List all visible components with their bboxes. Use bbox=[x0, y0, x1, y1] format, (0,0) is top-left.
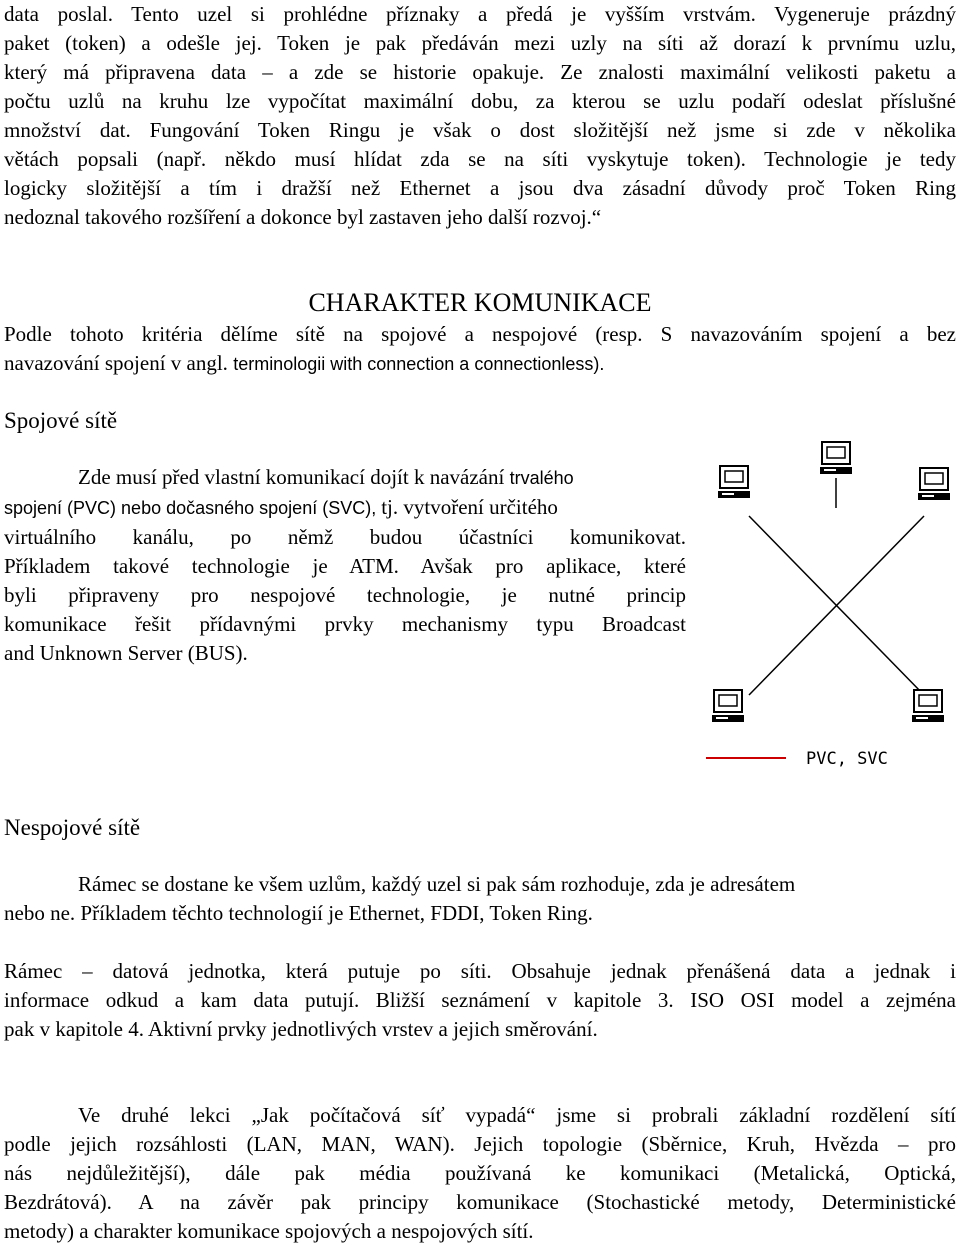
text-line: počtu uzlů na kruhu lze vypočítat maximální dobu, za kterou se uzlu podaří odeslat příslušné bbox=[4, 89, 956, 113]
text-line: paket (token) a odešle jej. Token je pak předáván mezi uzly na síti až dorazí k prvnímu uzlu, bbox=[4, 31, 956, 55]
text-run: tj. vytvoření určitého bbox=[381, 495, 558, 519]
text-line bbox=[4, 463, 686, 493]
text-line: pak v kapitole 4. Aktivní prvky jednotlivých vrstev a jejich směrování. bbox=[4, 1017, 598, 1041]
text-line: nebo ne. Příkladem těchto technologií je Ethernet, FDDI, Token Ring. bbox=[4, 901, 593, 925]
text-line: Příkladem takové technologie je ATM. Avšak pro aplikace, které bbox=[4, 554, 686, 578]
text-line: větách popsali (např. někdo musí hlídat zda se na síti vyskytuje token). Technologie je tedy bbox=[4, 147, 956, 171]
text-line: nás nejdůležitější), dále pak média používaná ke komunikaci (Metalická, Optická, bbox=[4, 1161, 956, 1185]
text-line: komunikace řešit přídavnými prvky mechanismy typu Broadcast bbox=[4, 612, 686, 636]
text-run: spojení (PVC) nebo dočasného spojení (SVC), bbox=[4, 498, 382, 518]
network-diagram bbox=[706, 438, 960, 778]
text-run: trvalého bbox=[509, 468, 574, 488]
text-line: logicky složitější a tím i dražší než Ethernet a jsou dva zásadní důvody proč Token Ring bbox=[4, 176, 956, 200]
subheading-spojove: Spojové sítě bbox=[4, 408, 118, 433]
text-line bbox=[4, 349, 956, 379]
section-heading: CHARAKTER KOMUNIKACE bbox=[308, 288, 652, 317]
computer-icon bbox=[918, 468, 950, 500]
computer-icon bbox=[712, 690, 744, 722]
computer-icon bbox=[820, 442, 852, 474]
text-run: Zde musí před vlastní komunikací dojít k navázání bbox=[78, 465, 510, 489]
section-intro bbox=[4, 320, 956, 379]
text-line: virtuálního kanálu, po němž budou účastníci komunikovat. bbox=[4, 525, 686, 549]
computer-icon bbox=[912, 690, 944, 722]
text-line: Rámec – datová jednotka, která putuje po síti. Obsahuje jednak přenášená data a jednak i bbox=[4, 959, 956, 983]
text-line: informace odkud a kam data putují. Bližší seznámení v kapitole 3. ISO OSI model a zejména bbox=[4, 988, 956, 1012]
text-run: navazování spojení v angl. bbox=[4, 351, 234, 375]
text-run: terminologii with connection a connectionless). bbox=[233, 354, 605, 374]
summary-paragraph bbox=[4, 1101, 956, 1246]
intro-paragraph bbox=[4, 0, 956, 232]
subheading-nespojove: Nespojové sítě bbox=[4, 815, 141, 840]
diagram-caption: PVC, SVC bbox=[806, 749, 888, 769]
text-line: Podle tohoto kritéria dělíme sítě na spojové a nespojové (resp. S navazováním spojení a bez bbox=[4, 322, 956, 346]
text-line bbox=[4, 493, 686, 523]
spojove-paragraph bbox=[4, 463, 686, 668]
text-line: množství dat. Fungování Token Ringu je však o dost složitější než jsme si zde v několika bbox=[4, 118, 956, 142]
text-line: byli připraveny pro nespojové technologie, je nutné princip bbox=[4, 583, 686, 607]
text-line: data poslal. Tento uzel si prohlédne příznaky a předá je vyšším vrstvám. Vygeneruje prázdný bbox=[4, 2, 956, 26]
nespojove-paragraph bbox=[4, 870, 956, 928]
text-line: metody) a charakter komunikace spojových a nespojových sítí. bbox=[4, 1219, 534, 1243]
text-line: Ve druhé lekci „Jak počítačová síť vypadá“ jsme si probrali základní rozdělení sítí bbox=[78, 1103, 956, 1127]
text-line: který má připravena data – a zde se historie opakuje. Ze znalosti maximální velikosti paketu a bbox=[4, 60, 956, 84]
ramec-paragraph bbox=[4, 957, 956, 1044]
text-line: Bezdrátová). A na závěr pak principy komunikace (Stochastické metody, Deterministické bbox=[4, 1190, 956, 1214]
text-line: nedoznal takového rozšíření a dokonce byl zastaven jeho další rozvoj.“ bbox=[4, 205, 602, 229]
text-line: podle jejich rozsáhlosti (LAN, MAN, WAN). Jejich topologie (Sběrnice, Kruh, Hvězda – pro bbox=[4, 1132, 956, 1156]
text-line: and Unknown Server (BUS). bbox=[4, 641, 248, 665]
text-line: Rámec se dostane ke všem uzlům, každý uzel si pak sám rozhoduje, zda je adresátem bbox=[78, 872, 796, 896]
computer-icon bbox=[718, 466, 750, 498]
